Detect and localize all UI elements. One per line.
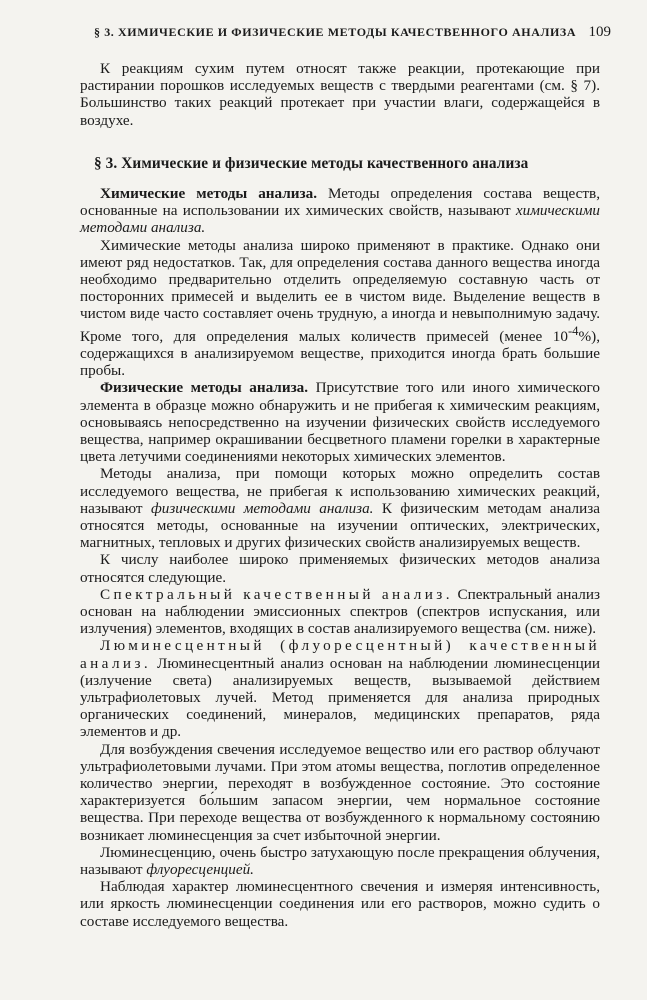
chemical-methods-text: Методы определения состава веществ, основанные на использовании их химических свойств, называют	[80, 185, 600, 220]
exponent: -4	[567, 323, 579, 338]
luminescent-analysis-paragraph	[80, 637, 600, 740]
chemical-methods-definition	[80, 185, 600, 237]
chemical-methods-term: химическими методами анализа.	[80, 202, 600, 237]
chemical-methods-drawbacks	[80, 237, 600, 380]
physical-definition-end: К физическим методам анализа относятся методы, основанные на изучении оптических, электрических, магнитных, тепловых и других физических свойств анализируемых веществ.	[80, 499, 600, 552]
physical-methods-lead: Физические методы анализа.	[100, 379, 309, 397]
page-body	[80, 60, 600, 930]
physical-methods-intro	[80, 379, 600, 465]
intro-paragraph: К реакциям сухим путем относят также реакции, протекающие при растирании порошков исследуемых веществ с твердыми реагентами (см. § 7). Большинство таких реакций протекает при участии влаги, содержащейся в воздухе.	[80, 60, 600, 129]
spectral-analysis-lead: Спектральный качественный анализ.	[100, 585, 453, 603]
excitation-paragraph: Для возбуждения свечения исследуемое вещество или его раствор облучают ультрафиолетовыми лучами. При этом атомы вещества, поглотив определенное количество энергии, переходят в возбужденное состояние. Это состояние характеризуется бо́льшим запасом энергии, чем нормальное состояние вещества. При переходе вещества от возбужденного к нормальному состоянию возникает люминесценция за счет избыточной энергии.	[80, 740, 600, 844]
observation-paragraph: Наблюдая характер люминесцентного свечения и измеряя интенсивность, или яркость люминесценции соединения или его растворов, можно судить о составе исследуемого вещества.	[80, 878, 600, 930]
physical-methods-definition	[80, 465, 600, 551]
chemical-drawbacks-text: Химические методы анализа широко применяют в практике. Однако они имеют ряд недостатков. Так, для определения состава данного вещества иногда необходимо предварительно отделить определяемую составную часть от посторонних примесей и выделить ее в чистом виде. Выделение веществ в чистом виде часто составляет очень трудную, а иногда и невыполнимую задачу. Кроме того, для определения малых количеств примесей (менее 10	[80, 236, 600, 345]
physical-methods-text: Присутствие того или иного химического элемента в образце можно обнаружить и не прибегая к химическим реакциям, основываясь непосредственно на изучении физических свойств исследуемого вещества, например окрашивании бесцветного пламени горелки в характерные цвета летучими соединениями некоторых химических элементов.	[80, 379, 600, 466]
section-heading: § 3. Химические и физические методы качественного анализа	[94, 154, 529, 172]
running-header	[94, 24, 611, 41]
fluorescence-paragraph	[80, 844, 600, 878]
physical-definition-text: Методы анализа, при помощи которых можно определить состав исследуемого вещества, не прибегая к использованию химических реакций, называют	[80, 465, 600, 517]
luminescent-analysis-text: Люминесцентный анализ основан на наблюдении люминесценции (излучение света) анализируемых веществ, вызываемой действием ультрафиолетовых лучей. Метод применяется для анализа природных органических соединений, минералов, медицинских препаратов, ряда элементов и др.	[80, 654, 600, 741]
chemical-drawbacks-end: %), содержащихся в анализируемом веществе, приходится иногда брать большие пробы.	[80, 327, 600, 380]
fluorescence-term: флуоресценцией.	[146, 861, 254, 878]
chemical-methods-lead: Химические методы анализа.	[100, 185, 318, 203]
running-header-title: § 3. ХИМИЧЕСКИЕ И ФИЗИЧЕСКИЕ МЕТОДЫ КАЧЕСТВЕННОГО АНАЛИЗА	[94, 25, 577, 39]
luminescent-analysis-lead: Люминесцентный (флуоресцентный) качественный анализ.	[80, 637, 600, 672]
physical-methods-list-intro: К числу наиболее широко применяемых физических методов анализа относятся следующие.	[80, 551, 600, 586]
spectral-analysis-text: Спектральный анализ основан на наблюдении эмиссионных спектров (спектров испускания, или излучения) элементов, входящих в состав анализируемого вещества (см. ниже).	[80, 585, 600, 638]
physical-methods-term: физическими методами анализа.	[150, 499, 374, 517]
fluorescence-text: Люминесценцию, очень быстро затухающую после прекращения облучения, называют	[80, 843, 600, 878]
spectral-analysis-paragraph	[80, 586, 600, 638]
page-number: 109	[588, 24, 611, 40]
